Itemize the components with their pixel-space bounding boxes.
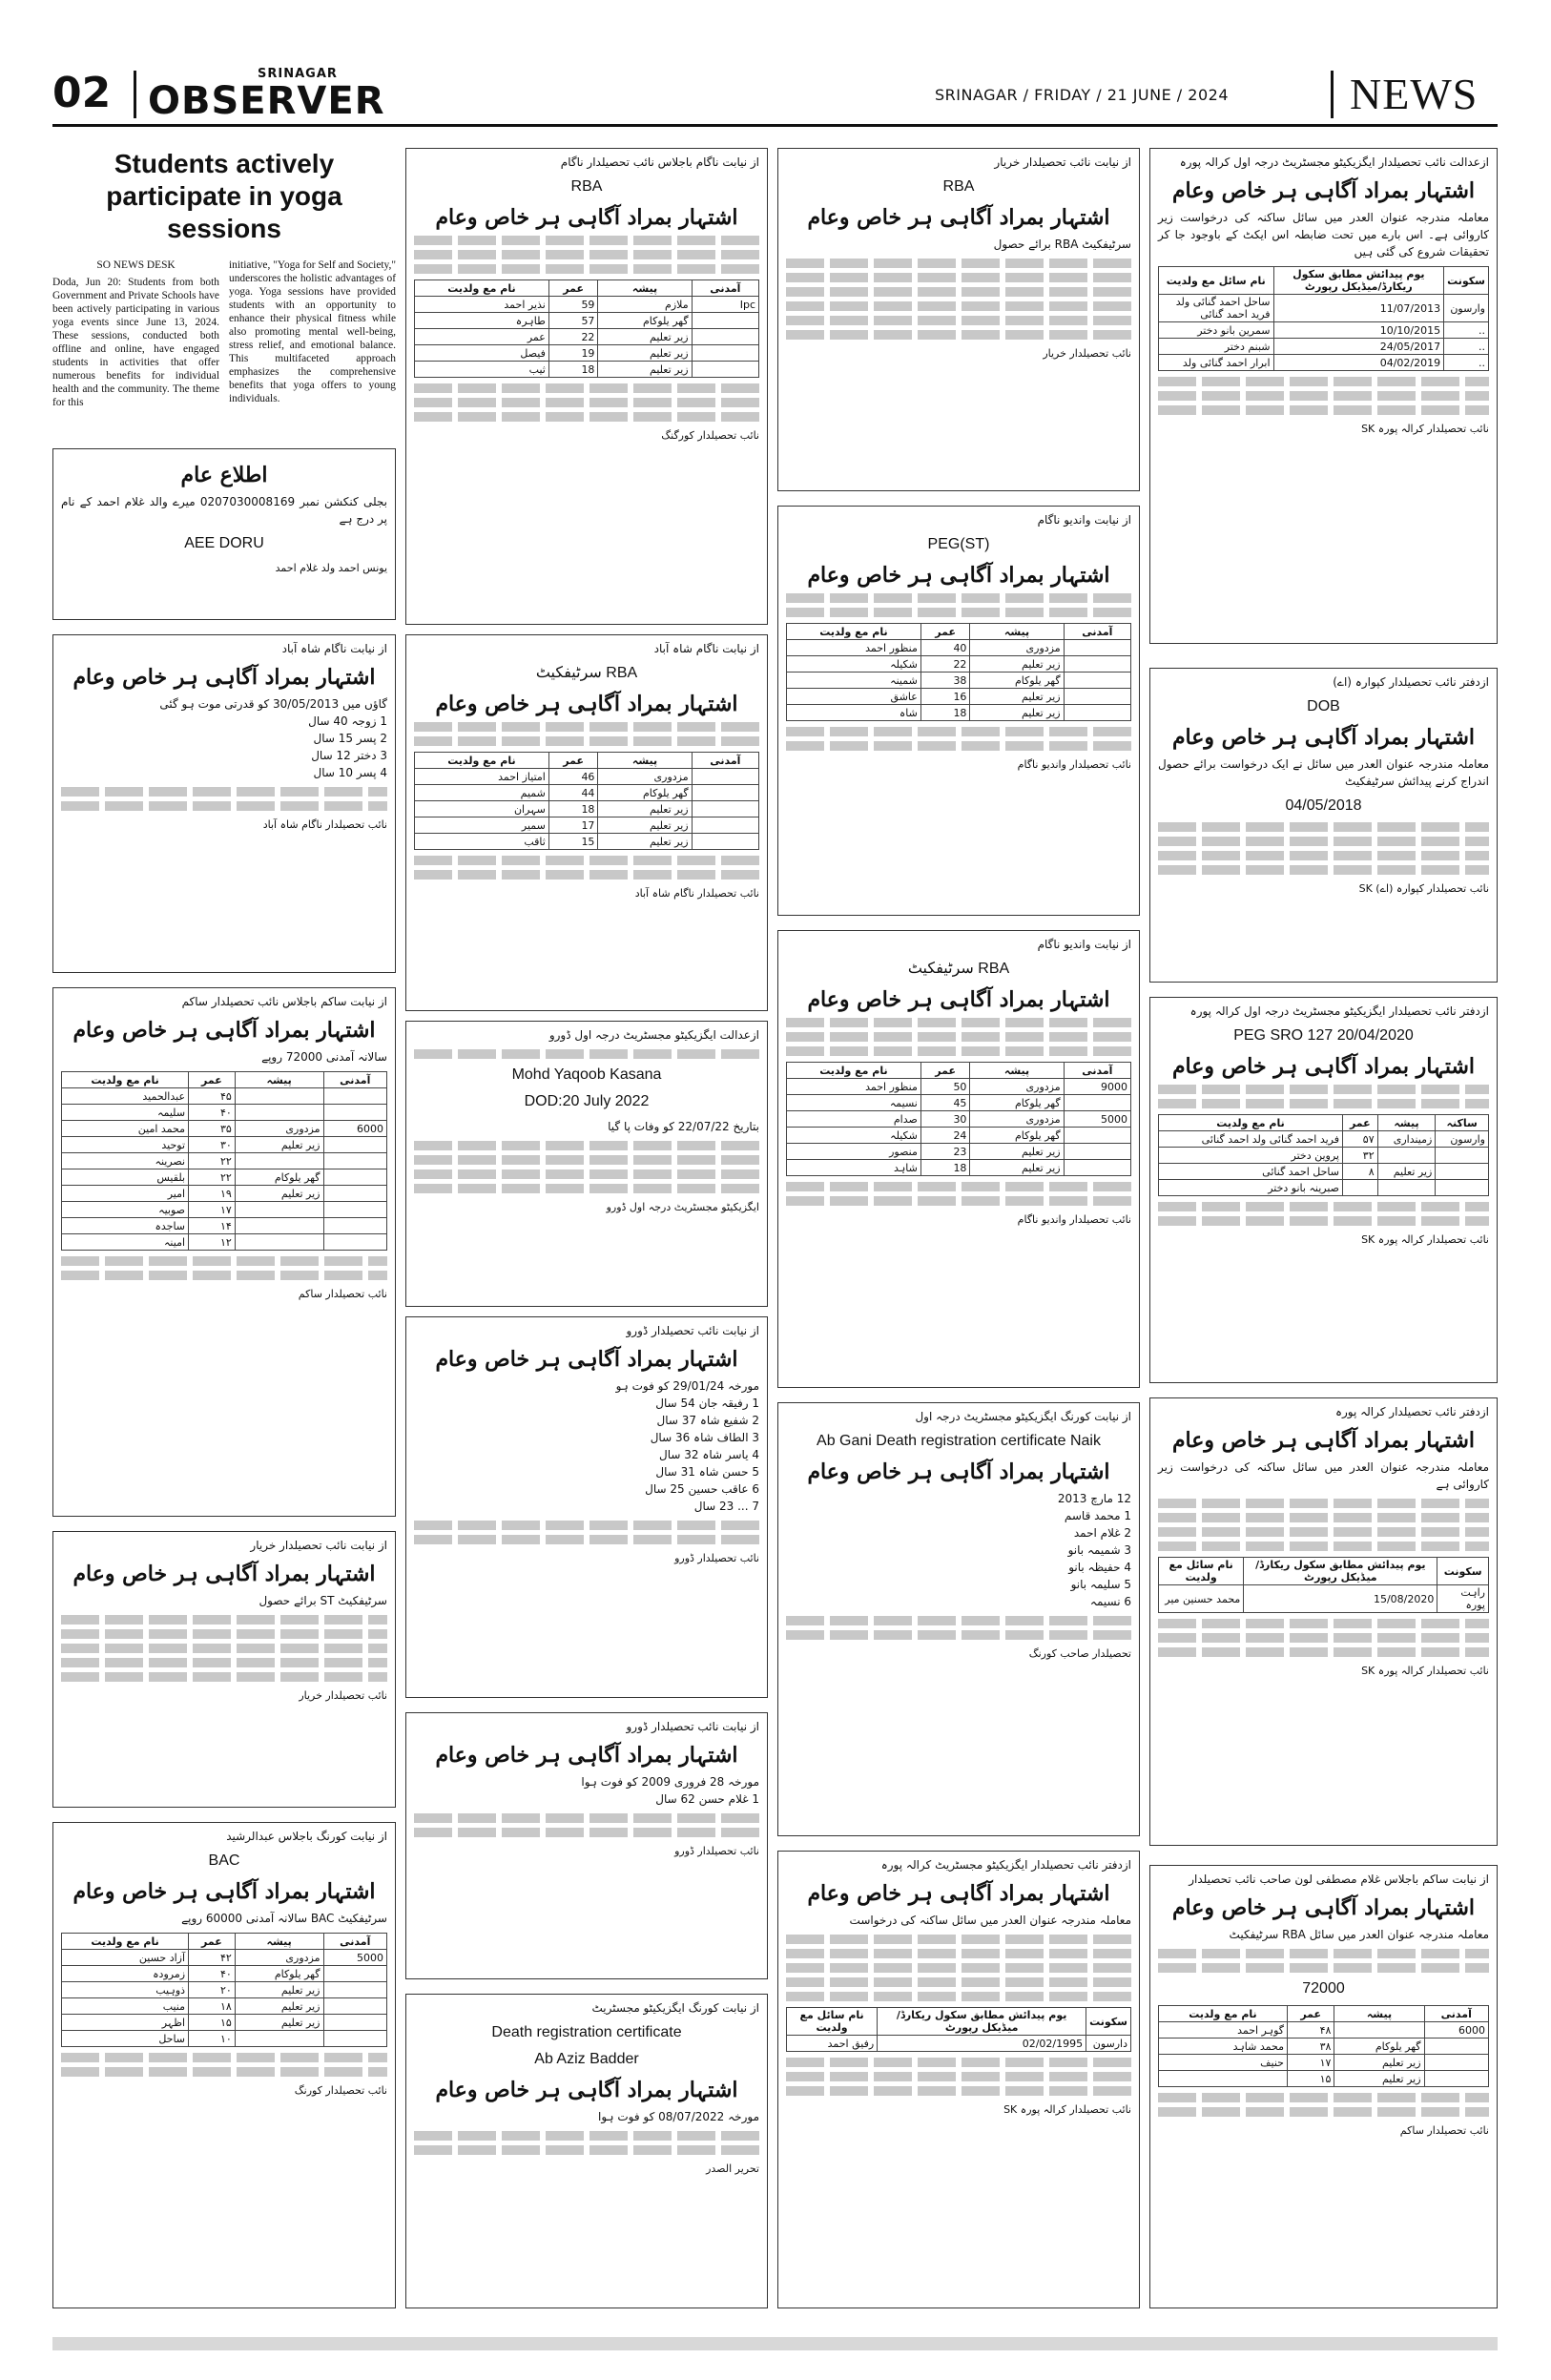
- notice-amount: 72000: [1302, 1980, 1345, 1997]
- notice-text-block: [1158, 822, 1489, 875]
- notice-rba-wandiyo: [777, 930, 1140, 1388]
- heirs-list: [414, 1395, 759, 1515]
- notice-title: اشتہار بمراد آگاہی ہر خاص وعام: [807, 1459, 1110, 1484]
- notice-footer: نائب تحصیلدار خریار: [299, 1689, 387, 1702]
- notice-footer: نائب تحصیلدار ساکم: [1399, 2124, 1489, 2137]
- story-column-1: [52, 259, 219, 409]
- notice-death-ab-gani: [777, 1402, 1140, 1836]
- notice-rba-sakam: [1149, 1865, 1498, 2308]
- notice-title: اشتہار بمراد آگاہی ہر خاص وعام: [72, 665, 376, 690]
- notice-text-block: [414, 236, 759, 274]
- notice-heading: از نیابت ناگام شاہ آباد: [281, 642, 387, 655]
- notice-text-block: [1158, 1499, 1489, 1551]
- list-item: 6 عاقب حسین 25 سال: [645, 1482, 759, 1496]
- notice-footer: نائب تحصیلدار کورگنگ: [661, 429, 759, 442]
- notice-heading: از نیابت کورنگ ایگزیکیٹو مجسٹریٹ درجہ اول: [915, 1410, 1131, 1423]
- notice-birth-karalpora-3: [777, 1851, 1140, 2308]
- page-number: 02: [52, 69, 112, 117]
- certificate-type: Ab Gani Death registration certificate Naik: [817, 1433, 1101, 1449]
- table-row: .. 04/02/2019 ابرار احمد گنائی ولد: [1159, 355, 1489, 371]
- notice-bac-kurnag: [52, 1822, 396, 2308]
- section-divider: [1331, 71, 1334, 118]
- notice-text-block: [61, 1256, 387, 1280]
- notice-body: 12 مارچ 2013: [1057, 1492, 1131, 1505]
- dateline: SRINAGAR / FRIDAY / 21 JUNE / 2024: [935, 86, 1229, 104]
- notice-table: آمدنی پیشہ عمر نام مع ولدیت مزدوری 40 منظور احمد زیر تعلیم 22 شکیلہ گھر یلوکام 38 شمینہ زیر تعلیم 16 عاشق زیر تعلیم 18 شاہ: [786, 623, 1131, 721]
- notice-st-khaiyar: [52, 1531, 396, 1808]
- notice-heading: ازدفتر نائب تحصیلدار ایگزیکیٹو مجسٹریٹ کرالہ پورہ: [880, 1858, 1131, 1872]
- notice-rba-ngm: [405, 148, 768, 625]
- section-name: NEWS: [1350, 70, 1479, 118]
- notice-table: سکونت یوم پیدائش مطابق سکول ریکارڈ/میڈیکل رپورٹ نام سائل مع ولدیت راہت پورہ 15/08/2020 محمد حسنین میر: [1158, 1557, 1489, 1613]
- notice-text-block: [414, 856, 759, 880]
- table-row: Ipc ملازم 59 نذیر احمد: [415, 297, 759, 313]
- masthead: [52, 67, 1498, 127]
- notice-heading: از نیابت ساکم باجلاس نائب تحصیلدار ساکم: [181, 995, 387, 1008]
- notice-table: آمدنی پیشہ عمر نام مع ولدیت مزدوری 46 امتیاز احمد گھر یلوکام 44 شمیم زیر تعلیم 18 سہران زیر تعلیم 17 سمیر زیر تعلیم 15 ثاقب: [414, 752, 759, 850]
- table-row: زیر تعلیم ۳۰ توحید: [62, 1137, 387, 1153]
- notice-body: سرٹیفکیٹ RBA برائے حصول: [993, 238, 1131, 251]
- notice-body: معاملہ مندرجہ عنوان العدر میں سائل RBA سرٹیفکیٹ: [1229, 1928, 1489, 1941]
- notice-public-electricity: [52, 448, 396, 620]
- notice-footer: نائب تحصیلدار کورنگ: [294, 2084, 387, 2097]
- notice-title: اشتہار بمراد آگاہی ہر خاص وعام: [435, 2078, 738, 2102]
- heirs-list: [61, 713, 387, 781]
- notice-table: آمدنی پیشہ عمر نام مع ولدیت 6000 ۴۸ گوہر احمد گھر یلوکام ۳۸ محمد شاہد زیر تعلیم ۱۷ حنیف زیر تعلیم ۱۵: [1158, 2005, 1489, 2087]
- table-row: 5000 مزدوری 30 صدام: [787, 1111, 1131, 1128]
- notice-footer: ایگزیکیٹو مجسٹریٹ درجہ اول ڈورو: [606, 1201, 759, 1213]
- notice-body: گاؤں میں 30/05/2013 کو قدرتی موت ہو گئی: [159, 697, 387, 711]
- notice-text-block: [786, 593, 1131, 617]
- list-item: 5 حسن شاہ 31 سال: [655, 1465, 759, 1479]
- deceased-name: Ab Aziz Badder: [534, 2051, 639, 2067]
- masthead-divider: [134, 71, 136, 118]
- notice-text-block: [414, 383, 759, 422]
- notice-text-block: [1158, 377, 1489, 415]
- table-row: ۱۴ ساجدہ: [62, 1218, 387, 1234]
- story-text-1: Doda, Jun 20: Students from both Government and Private Schools have been actively participating in various yoga events since June 13, 2024. These sessions, conducted both offline and online, have engaged students in activities that offer numerous benefits for individual health and the community. The theme for this: [52, 277, 219, 408]
- table-row: گھر یلوکام ۴۰ زمرودہ: [62, 1966, 387, 1982]
- table-row: گھر یلوکام 57 طاہرہ: [415, 313, 759, 329]
- notice-text-block: [414, 722, 759, 746]
- notice-footer: نائب تحصیلدار ساکم: [298, 1288, 387, 1300]
- table-row: .. 10/10/2015 سمرین بانو دختر: [1159, 322, 1489, 339]
- notice-birth-karalpora-2: [1149, 1397, 1498, 1846]
- date-of-death: DOD:20 July 2022: [524, 1093, 650, 1109]
- notice-title: اشتہار بمراد آگاہی ہر خاص وعام: [807, 1881, 1110, 1906]
- notice-table: آمدنی پیشہ عمر نام مع ولدیت 9000 مزدوری 50 منظور احمد گھر یلوکام 45 نسیمہ 5000 مزدوری 30 صدام گھر یلوکام 24 شکیلہ زیر تعلیم 23 منصور زیر تعلیم 18 شاہد: [786, 1062, 1131, 1176]
- footer-bar: [52, 2337, 1498, 2350]
- table-row: گھر یلوکام 24 شکیلہ: [787, 1128, 1131, 1144]
- notice-title: اشتہار بمراد آگاہی ہر خاص وعام: [807, 563, 1110, 588]
- notice-death-ab-aziz: [405, 1994, 768, 2308]
- table-row: زیر تعلیم 15 ثاقب: [415, 834, 759, 850]
- brand-logo: OBSERVER: [148, 79, 385, 123]
- notice-footer: نائب تحصیلدار کپوارہ (اے) SK: [1358, 882, 1489, 895]
- notice-peg-st: [777, 506, 1140, 916]
- notice-table: آمدنی پیشہ عمر نام مع ولدیت Ipc ملازم 59 نذیر احمد گھر یلوکام 57 طاہرہ زیر تعلیم 22 عمر زیر تعلیم 19 فیصل زیر تعلیم 18 ثیب: [414, 279, 759, 378]
- notice-title: اشتہار بمراد آگاہی ہر خاص وعام: [435, 205, 738, 230]
- notice-text-block: [786, 259, 1131, 340]
- list-item: 1 غلام حسن 62 سال: [655, 1792, 759, 1806]
- notice-heading: ازدفتر نائب تحصیلدار کرالہ پورہ: [1334, 1405, 1489, 1418]
- notice-heading: از نیابت ناگام باجلاس نائب تحصیلدار ناگام: [560, 155, 759, 169]
- notice-text-block: [786, 727, 1131, 751]
- notice-footer: نائب تحصیلدار ڈورو: [674, 1552, 759, 1564]
- notice-text-block: [414, 1521, 759, 1544]
- notice-text-block: [414, 1141, 759, 1193]
- notice-footer: تحریر الصدر: [706, 2163, 759, 2175]
- table-row: گھر یلوکام 45 نسیمہ: [787, 1095, 1131, 1111]
- notice-body: سرٹیفکیٹ ST برائے حصول: [258, 1594, 387, 1607]
- notice-rba-sakam-2: [52, 987, 396, 1517]
- notice-heading: از نیابت واندیو ناگام: [1037, 513, 1131, 527]
- notice-rba-shahabad: [405, 634, 768, 1011]
- table-row: گھر یلوکام 44 شمیم: [415, 785, 759, 801]
- notice-body: معاملہ مندرجہ عنوان العدر میں سائل ساکنہ کی درخواست زیر کاروائی ہے: [1158, 1460, 1489, 1491]
- notice-footer: نائب تحصیلدار کرالہ پورہ SK: [1361, 1233, 1489, 1246]
- table-row: .. 24/05/2017 شبنم دختر: [1159, 339, 1489, 355]
- story-column-2: initiative, "Yoga for Self and Society," underscores the holistic advantages of yoga. Yoga sessions have provided students with an opportunity to enhance their physical fitness while also promoting mental well-being, stress relief, and emotional balance. This multifaceted approach emphasizes the comprehensive benefits that yoga offers to young individuals.: [229, 259, 396, 404]
- notice-heading: ازعدالت ایگزیکیٹو مجسٹریٹ درجہ اول ڈورو: [548, 1028, 759, 1042]
- notice-text-block: [1158, 1949, 1489, 1973]
- notice-text-block: [786, 1935, 1131, 2001]
- table-row: ۲۲ نصرینہ: [62, 1153, 387, 1169]
- list-item: 1 زوجہ 40 سال: [308, 714, 387, 728]
- notice-title: اشتہار بمراد آگاہی ہر خاص وعام: [1171, 1895, 1476, 1920]
- list-item: 4 حفیظہ بانو: [1068, 1561, 1131, 1574]
- notice-heading: ازدفتر نائب تحصیلدار کپوارہ (اے): [1333, 675, 1489, 689]
- list-item: 3 دختر 12 سال: [311, 749, 387, 762]
- notice-body: معاملہ مندرجہ عنوان العدر میں سائل نے ایک درخواست برائے حصول اندراج کرنے پیدائش سرٹیفکیٹ: [1158, 757, 1489, 788]
- notice-heading: از نیابت نائب تحصیلدار خریار: [994, 155, 1131, 169]
- notice-heading: از نیابت کورنگ باجلاس عبدالرشید: [226, 1830, 387, 1843]
- table-row: مزدوری 46 امتیاز احمد: [415, 769, 759, 785]
- certificate-type: Death registration certificate: [491, 2024, 682, 2040]
- table-row: 6000 ۴۸ گوہر احمد: [1159, 2022, 1489, 2039]
- notice-legal-heirs-shahabad: [52, 634, 396, 973]
- notice-date: 04/05/2018: [1285, 797, 1362, 814]
- list-item: 3 شمیمہ بانو: [1067, 1543, 1131, 1557]
- table-row: ۴۰ سلیمہ: [62, 1105, 387, 1121]
- list-item: 5 سلیمہ بانو: [1070, 1578, 1131, 1591]
- notice-footer: نائب تحصیلدار خریار: [1043, 347, 1131, 360]
- notice-body: معاملہ مندرجہ عنوان العدر میں سائل ساکنہ کی درخواست: [849, 1914, 1131, 1927]
- list-item: 7 ... 23 سال: [693, 1500, 759, 1513]
- table-row: زیر تعلیم ۱۷ حنیف: [1159, 2055, 1489, 2071]
- notice-heading: ازدفتر نائب تحصیلدار ایگزیکیٹو مجسٹریٹ درجہ اول کرالہ پورہ: [1189, 1004, 1489, 1018]
- list-item: 4 یاسر شاہ 32 سال: [658, 1448, 759, 1461]
- notice-footer: نائب تحصیلدار واندیو ناگام: [1017, 1213, 1131, 1226]
- notice-text-block: [1158, 1619, 1489, 1657]
- notice-text-block: [414, 1049, 759, 1059]
- table-row: وارسون زمینداری ۵۷ فرید احمد گنائی ولد احمد گنائی: [1159, 1131, 1489, 1148]
- notice-table: ساکنہ پیشہ عمر نام مع ولدیت وارسون زمینداری ۵۷ فرید احمد گنائی ولد احمد گنائی ۳۲ پروین دختر زیر تعلیم ۸ ساحل احمد گنائی صبرینہ بانو دختر: [1158, 1114, 1489, 1196]
- notice-footer: یونس احمد ولد غلام احمد: [275, 562, 387, 574]
- notice-code: سرٹیفکیٹ RBA: [907, 961, 1010, 977]
- notice-code: BAC: [208, 1852, 240, 1869]
- table-row: ۳۲ پروین دختر: [1159, 1148, 1489, 1164]
- notice-dob-kupwara: [1149, 668, 1498, 983]
- notice-heading: از نیابت واندیو ناگام: [1037, 938, 1131, 951]
- notice-text-block: [786, 1018, 1131, 1056]
- table-row: 9000 مزدوری 50 منظور احمد: [787, 1079, 1131, 1095]
- notice-title: اشتہار بمراد آگاہی ہر خاص وعام: [807, 205, 1110, 230]
- notice-text-block: [61, 787, 387, 811]
- list-item: 2 غلام احمد: [1073, 1526, 1131, 1540]
- notice-footer: تحصیلدار صاحب کورنگ: [1028, 1647, 1131, 1660]
- table-row: ۴۵ عبدالحمید: [62, 1088, 387, 1105]
- notice-title: اشتہار بمراد آگاہی ہر خاص وعام: [72, 1879, 376, 1904]
- notice-text-block: [786, 1182, 1131, 1206]
- notice-peg-karalpora: [1149, 997, 1498, 1383]
- table-row: راہت پورہ 15/08/2020 محمد حسنین میر: [1159, 1585, 1489, 1613]
- notice-text-block: [786, 2058, 1131, 2096]
- table-row: زیر تعلیم 18 سہران: [415, 801, 759, 817]
- table-row: ۱۰ ساحل: [62, 2031, 387, 2047]
- notice-text-block: [61, 1615, 387, 1682]
- table-row: وارسون 11/07/2013 ساحل احمد گنائی ولد فرید احمد گنائی: [1159, 295, 1489, 322]
- story-byline: SO NEWS DESK: [96, 259, 176, 271]
- table-row: ۱۷ صوبیہ: [62, 1202, 387, 1218]
- notice-body: مورخہ 29/01/24 کو فوت ہو: [615, 1379, 759, 1393]
- notice-text-block: [786, 1616, 1131, 1640]
- notice-body: مورخہ 08/07/2022 کو فوت ہوا: [597, 2110, 759, 2123]
- notice-title: اشتہار بمراد آگاہی ہر خاص وعام: [72, 1018, 376, 1043]
- notice-title: اشتہار بمراد آگاہی ہر خاص وعام: [807, 987, 1110, 1012]
- table-row: زیر تعلیم ۱۵: [1159, 2071, 1489, 2087]
- notice-title: اشتہار بمراد آگاہی ہر خاص وعام: [1171, 1054, 1476, 1079]
- list-item: 1 محمد قاسم: [1064, 1509, 1131, 1522]
- notice-code: سرٹیفکیٹ RBA: [535, 665, 638, 681]
- table-row: 5000 مزدوری ۴۲ آزاد حسین: [62, 1950, 387, 1966]
- notice-text-block: [1158, 1202, 1489, 1226]
- notice-body: مورخہ 28 فروری 2009 کو فوت ہوا: [581, 1775, 759, 1789]
- notice-heading: ازعدالت نائب تحصیلدار ایگزیکیٹو مجسٹریٹ درجہ اول کرالہ پورہ: [1179, 155, 1489, 169]
- notice-text-block: [414, 1813, 759, 1837]
- notice-heading: از نیابت نائب تحصیلدار ڈورو: [626, 1720, 759, 1733]
- table-row: زیر تعلیم 18 ثیب: [415, 362, 759, 378]
- notice-body: بتاریخ 22/07/22 کو وفات پا گیا: [608, 1120, 759, 1133]
- notice-footer: نائب تحصیلدار واندیو ناگام: [1017, 758, 1131, 771]
- table-row: زیر تعلیم 17 سمیر: [415, 817, 759, 834]
- deceased-name: Mohd Yaqoob Kasana: [511, 1066, 662, 1083]
- notice-heading: از نیابت نائب تحصیلدار خریار: [250, 1539, 387, 1552]
- notice-footer: نائب تحصیلدار ڈورو: [674, 1845, 759, 1857]
- notice-code: PEG(ST): [927, 536, 990, 552]
- table-row: زیر تعلیم 16 عاشق: [787, 689, 1131, 705]
- table-row: گھر یلوکام 38 شمینہ: [787, 673, 1131, 689]
- notice-table: آمدنی پیشہ عمر نام مع ولدیت ۴۵ عبدالحمید ۴۰ سلیمہ 6000 مزدوری ۳۵ محمد امین زیر تعلیم ۳۰ توحید ۲۲ نصرینہ گھر یلوکام ۲۲ بلقیس زیر تعلیم ۱۹ امیر ۱۷ صوبیہ ۱۴ ساجدہ ۱۲ امینہ: [61, 1071, 387, 1251]
- table-row: زیر تعلیم ۱۸ منیب: [62, 1998, 387, 2015]
- notice-title: اشتہار بمراد آگاہی ہر خاص وعام: [435, 1743, 738, 1768]
- table-row: زیر تعلیم 22 شکیلہ: [787, 656, 1131, 673]
- notice-heading: از نیابت نائب تحصیلدار ڈورو: [626, 1324, 759, 1337]
- notice-text-block: [1158, 1085, 1489, 1108]
- table-row: زیر تعلیم 23 منصور: [787, 1144, 1131, 1160]
- notice-title: اشتہار بمراد آگاہی ہر خاص وعام: [1171, 725, 1476, 750]
- notice-body: بجلی کنکشن نمبر 0207030008169 میرے والد غلام احمد کے نام پر درج ہے: [61, 495, 388, 526]
- notice-table: سکونت یوم پیدائش مطابق سکول ریکارڈ/میڈیکل رپورٹ نام سائل مع ولدیت دارسون 02/02/1995 رفیق احمد: [786, 2007, 1131, 2052]
- notice-ref: PEG SRO 127 20/04/2020: [1233, 1027, 1414, 1044]
- notice-footer: نائب تحصیلدار کرالہ پورہ SK: [1361, 423, 1489, 435]
- notice-title: اشتہار بمراد آگاہی ہر خاص وعام: [72, 1562, 376, 1586]
- notice-title: اطلاع عام: [180, 463, 268, 487]
- notice-doru-death-2: [405, 1712, 768, 1979]
- table-row: دارسون 02/02/1995 رفیق احمد: [787, 2036, 1131, 2052]
- table-row: صبرینہ بانو دختر: [1159, 1180, 1489, 1196]
- notice-text-block: [61, 2053, 387, 2077]
- notice-body: سالانہ آمدنی 72000 روپے: [261, 1050, 387, 1064]
- table-row: ۱۲ امینہ: [62, 1234, 387, 1251]
- notice-footer: نائب تحصیلدار کرالہ پورہ SK: [1003, 2103, 1131, 2116]
- brand-tagline: SRINAGAR: [258, 67, 338, 81]
- office-code: AEE DORU: [184, 535, 264, 551]
- notice-title: اشتہار بمراد آگاہی ہر خاص وعام: [435, 692, 738, 716]
- notice-text-block: [1158, 2093, 1489, 2117]
- heirs-list: [786, 1507, 1131, 1610]
- list-item: 6 نسیمہ: [1089, 1595, 1131, 1608]
- table-row: زیر تعلیم ۱۵ اظہر: [62, 2015, 387, 2031]
- table-row: 6000 مزدوری ۳۵ محمد امین: [62, 1121, 387, 1137]
- table-row: زیر تعلیم 18 شاہ: [787, 705, 1131, 721]
- notice-code: RBA: [942, 178, 975, 195]
- notice-heading: از نیابت ناگام شاہ آباد: [653, 642, 759, 655]
- notice-body: معاملہ مندرجہ عنوان العدر میں سائل ساکنہ کی درخواست زیر کاروائی ہے۔ اس بارے میں تحت ضابطہ اس ایکٹ کے باوجود جا کر تحقیقات شروع کی گئی ہیں: [1158, 211, 1489, 259]
- story-headline: Students actively participate in yoga sessions: [106, 149, 342, 243]
- table-row: زیر تعلیم 22 عمر: [415, 329, 759, 345]
- notice-title: اشتہار بمراد آگاہی ہر خاص وعام: [1171, 1428, 1476, 1453]
- notice-table: سکونت یوم پیدائش مطابق سکول ریکارڈ/میڈیکل رپورٹ نام سائل مع ولدیت وارسون 11/07/2013 ساحل احمد گنائی ولد فرید احمد گنائی .. 10/10/2015 سمرین بانو دختر .. 24/05/2017 شبنم دختر .. 04/02/2019 ابرار احمد گنائی ولد: [1158, 266, 1489, 371]
- table-row: گھر یلوکام ۲۲ بلقیس: [62, 1169, 387, 1186]
- list-item: 4 پسر 10 سال: [313, 766, 387, 779]
- list-item: 1 رفیقہ جان 54 سال: [655, 1397, 759, 1410]
- notice-title: اشتہار بمراد آگاہی ہر خاص وعام: [1171, 178, 1476, 203]
- list-item: 2 پسر 15 سال: [313, 732, 387, 745]
- notice-code: DOB: [1307, 698, 1340, 714]
- list-item: 3 الطاف شاہ 36 سال: [650, 1431, 759, 1444]
- table-row: زیر تعلیم ۲۰ ذوہیب: [62, 1982, 387, 1998]
- table-row: مزدوری 40 منظور احمد: [787, 640, 1131, 656]
- table-row: زیر تعلیم 18 شاہد: [787, 1160, 1131, 1176]
- notice-rba-khaiyar: [777, 148, 1140, 491]
- table-row: زیر تعلیم 19 فیصل: [415, 345, 759, 362]
- table-row: گھر یلوکام ۳۸ محمد شاہد: [1159, 2039, 1489, 2055]
- notice-birth-karalpora: [1149, 148, 1498, 644]
- notice-doru-death: [405, 1021, 768, 1307]
- notice-text-block: [414, 2131, 759, 2155]
- notice-body: سرٹیفکیٹ BAC سالانہ آمدنی 60000 روپے: [181, 1912, 387, 1925]
- lead-story: [52, 148, 396, 434]
- table-row: زیر تعلیم ۸ ساحل احمد گنائی: [1159, 1164, 1489, 1180]
- notice-footer: نائب تحصیلدار ناگام شاہ آباد: [634, 887, 759, 900]
- notice-code: RBA: [570, 178, 603, 195]
- notice-footer: نائب تحصیلدار کرالہ پورہ SK: [1361, 1665, 1489, 1677]
- notice-doru-legal-heirs: [405, 1316, 768, 1698]
- notice-heading: از نیابت ساکم باجلاس غلام مصطفی لون صاحب نائب تحصیلدار: [1189, 1873, 1489, 1886]
- notice-table: آمدنی پیشہ عمر نام مع ولدیت 5000 مزدوری ۴۲ آزاد حسین گھر یلوکام ۴۰ زمرودہ زیر تعلیم ۲۰ ذوہیب زیر تعلیم ۱۸ منیب زیر تعلیم ۱۵ اظہر ۱۰ ساحل: [61, 1933, 387, 2047]
- notice-title: اشتہار بمراد آگاہی ہر خاص وعام: [435, 1347, 738, 1372]
- table-row: زیر تعلیم ۱۹ امیر: [62, 1186, 387, 1202]
- notice-heading: از نیابت کورنگ ایگزیکیٹو مجسٹریٹ: [591, 2001, 759, 2015]
- notice-footer: نائب تحصیلدار ناگام شاہ آباد: [262, 818, 387, 831]
- list-item: 2 شفیع شاہ 37 سال: [656, 1414, 759, 1427]
